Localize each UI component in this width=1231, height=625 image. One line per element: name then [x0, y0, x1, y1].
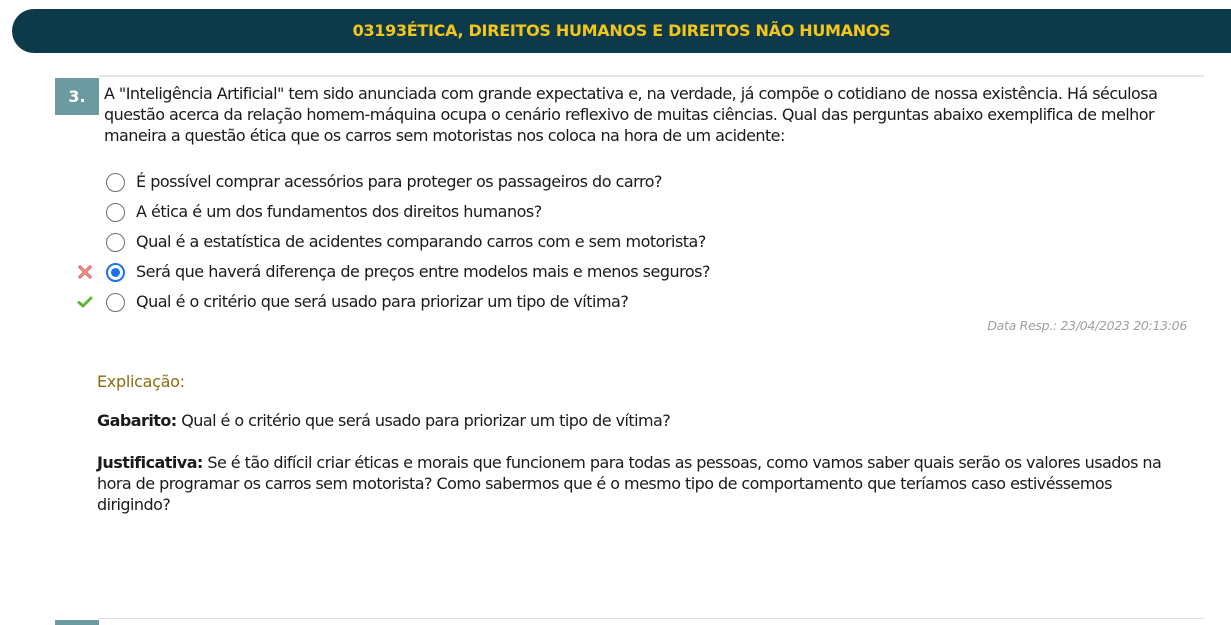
explanation-title: Explicação: — [97, 372, 185, 391]
option-label: Qual é o critério que será usado para priorizar um tipo de vítima? — [136, 292, 629, 311]
radio-button[interactable] — [106, 203, 125, 222]
response-date: Data Resp.: 23/04/2023 20:13:06 — [987, 318, 1187, 333]
radio-button[interactable] — [106, 293, 125, 312]
course-title: 03193ÉTICA, DIREITOS HUMANOS E DIREITOS NÃO HUMANOS — [352, 20, 891, 40]
radio-button[interactable] — [106, 173, 125, 192]
radio-button[interactable] — [106, 233, 125, 252]
justification — [97, 452, 1177, 515]
course-header — [12, 9, 1231, 53]
option-label: Qual é a estatística de acidentes comparando carros com e sem motorista? — [136, 232, 706, 251]
divider — [99, 75, 1204, 77]
next-question-badge — [55, 620, 99, 625]
radio-button-selected[interactable] — [106, 263, 125, 282]
answer-key-label: Gabarito: — [97, 411, 177, 430]
answer-option-2[interactable] — [0, 198, 1231, 228]
option-label: É possível comprar acessórios para proteger os passageiros do carro? — [136, 172, 662, 191]
justification-text: Se é tão difícil criar éticas e morais que funcionem para todas as pessoas, como vamos saber quais serão os valores usados na hora de programar os carros sem motorista? Como sabermos que é o mesmo tipo de comportamento que teríamos caso estivéssemos dirigindo? — [97, 453, 1162, 514]
divider — [99, 618, 1204, 619]
answer-key — [97, 410, 1177, 431]
wrong-x-icon — [77, 264, 93, 280]
question-stem: A "Inteligência Artificial" tem sido anunciada com grande expectativa e, na verdade, já compõe o cotidiano de nossa existência. Há séculosa questão acerca da relação homem-máquina ocupa o cenário reflexivo de muitas ciências. Qual das perguntas abaixo exemplifica de melhor maneira a questão ética que os carros sem motoristas nos coloca na hora de um acidente: — [104, 84, 1158, 145]
answer-option-5[interactable] — [0, 288, 1231, 318]
question-number-badge: 3. — [55, 78, 99, 115]
correct-check-icon — [77, 294, 93, 310]
answer-option-1[interactable] — [0, 168, 1231, 198]
answer-option-4[interactable] — [0, 258, 1231, 288]
answer-option-3[interactable] — [0, 228, 1231, 258]
answer-key-text: Qual é o critério que será usado para priorizar um tipo de vítima? — [176, 411, 671, 430]
option-label: Será que haverá diferença de preços entre modelos mais e menos seguros? — [136, 262, 710, 281]
justification-label: Justificativa: — [97, 453, 203, 472]
option-label: A ética é um dos fundamentos dos direitos humanos? — [136, 202, 542, 221]
